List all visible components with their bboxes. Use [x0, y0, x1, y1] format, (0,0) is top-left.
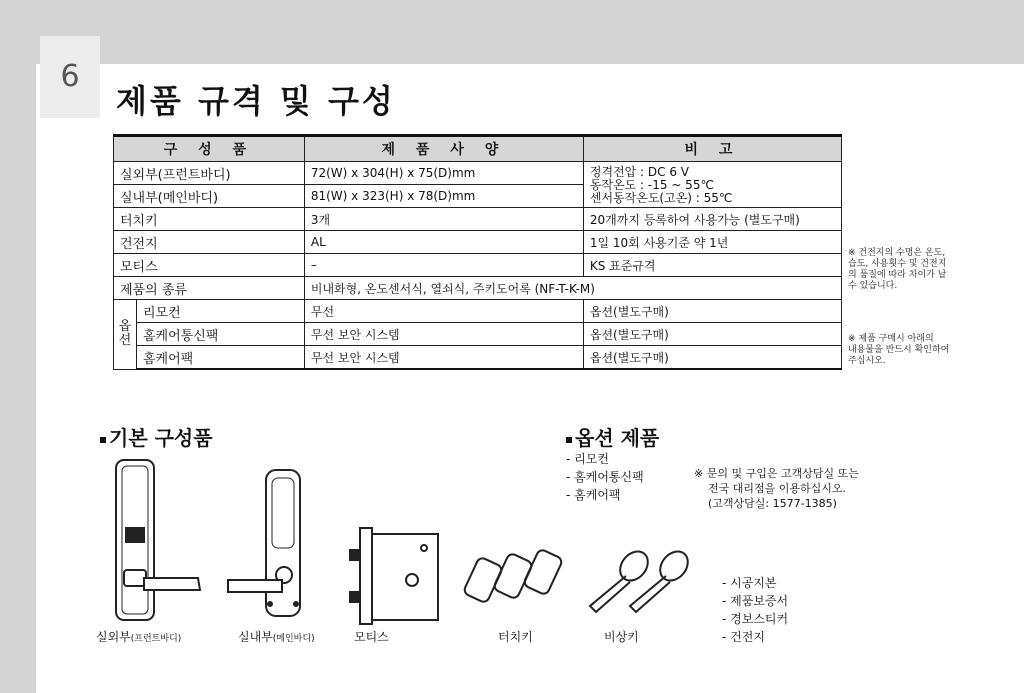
front-body-image	[116, 460, 200, 620]
row-spec: 3개	[304, 208, 583, 231]
caption-emergency-key	[604, 628, 639, 645]
note-line: 센서동작온도(고온) : 55℃	[589, 191, 733, 205]
mortise-image	[350, 528, 438, 624]
caption-text: 실외부	[96, 630, 131, 644]
row-name: 실내부(메인바디)	[114, 185, 305, 208]
caption-text: 실내부	[238, 630, 273, 644]
row-note: 옵션(별도구매)	[583, 323, 841, 346]
note-line: 습도, 사용횟수 및 건전지	[848, 259, 947, 269]
list-item: - 경보스티커	[722, 612, 789, 626]
caption-touch-key	[498, 628, 533, 645]
list-item: - 리모컨	[566, 452, 609, 466]
row-name: 모티스	[114, 254, 305, 277]
section-title-text: 기본 구성품	[109, 426, 213, 450]
row-name: 홈케어통신팩	[137, 323, 305, 346]
note-line: ※ 문의 및 구입은 고객상담실 또는	[694, 467, 859, 480]
row-name: 리모컨	[137, 300, 305, 323]
list-item: - 홈케어통신팩	[566, 470, 644, 484]
list-item: - 시공지본	[722, 576, 777, 590]
section-title-text: 옵션 제품	[575, 426, 660, 450]
note-line: 전국 대리점을 이용하십시오.	[708, 482, 847, 495]
main-body-image	[228, 470, 300, 616]
row-name: 터치키	[114, 208, 305, 231]
option-label-char: 션	[118, 333, 132, 349]
caption-sub: (메인바디)	[272, 634, 315, 644]
row-spec: –	[304, 254, 583, 277]
caption-front-body	[96, 628, 181, 645]
row-note: 20개까지 등록하여 사용가능 (별도구매)	[583, 208, 841, 231]
touch-key-image	[463, 548, 563, 603]
caption-text: 비상키	[604, 630, 639, 644]
caption-mortise	[354, 628, 389, 645]
caption-main-body	[238, 628, 315, 645]
row-spec: 72(W) x 304(H) x 75(D)mm	[304, 162, 583, 185]
row-name: 제품의 종류	[114, 277, 305, 300]
header-remark: 비 고	[583, 136, 841, 162]
option-label-char: 옵	[118, 319, 132, 335]
note-line: (고객상담실: 1577-1385)	[708, 497, 837, 510]
row-note: 옵션(별도구매)	[583, 300, 841, 323]
row-spec: 비내화형, 온도센서식, 열쇠식, 주키도어록 (NF-T-K-M)	[304, 277, 841, 300]
row-name: 홈케어팩	[137, 346, 305, 370]
row-note: 1일 10회 사용기준 약 1년	[583, 231, 841, 254]
row-spec: 무선	[304, 300, 583, 323]
note-line: 의 품질에 따라 차이가 날	[848, 270, 947, 280]
page-number: 6	[40, 36, 100, 118]
note-line: 주십시오.	[848, 356, 886, 366]
row-spec: 무선 보안 시스템	[304, 323, 583, 346]
header-spec: 제 품 사 양	[304, 136, 583, 162]
note-line: ※ 건전지의 수명은 온도,	[848, 248, 946, 258]
list-item: - 홈케어팩	[566, 488, 621, 502]
row-spec: 무선 보안 시스템	[304, 346, 583, 370]
row-name: 실외부(프런트바디)	[114, 162, 305, 185]
row-spec: AL	[304, 231, 583, 254]
header-component: 구 성 품	[114, 136, 305, 162]
note-line: 내용물을 반드시 확인하여	[848, 345, 950, 355]
caption-sub: (프런트바디)	[130, 634, 182, 644]
caption-text: 모티스	[354, 630, 389, 644]
row-name: 건전지	[114, 231, 305, 254]
list-item: - 건전지	[722, 630, 765, 644]
row-note: 옵션(별도구매)	[583, 346, 841, 370]
note-line: 정격전압 : DC 6 V	[589, 165, 689, 179]
note-line: 수 있습니다.	[848, 281, 898, 291]
list-item: - 제품보증서	[722, 594, 789, 608]
row-note: KS 표준규격	[583, 254, 841, 277]
note-line: ※ 제품 구매시 아래의	[848, 334, 934, 344]
page-title: 제품 규격 및 구성	[116, 82, 396, 120]
caption-text: 터치키	[498, 630, 533, 644]
row-spec: 81(W) x 323(H) x 78(D)mm	[304, 185, 583, 208]
emergency-key-image	[590, 546, 693, 612]
note-line: 동작온도 : -15 ~ 55℃	[589, 178, 714, 192]
